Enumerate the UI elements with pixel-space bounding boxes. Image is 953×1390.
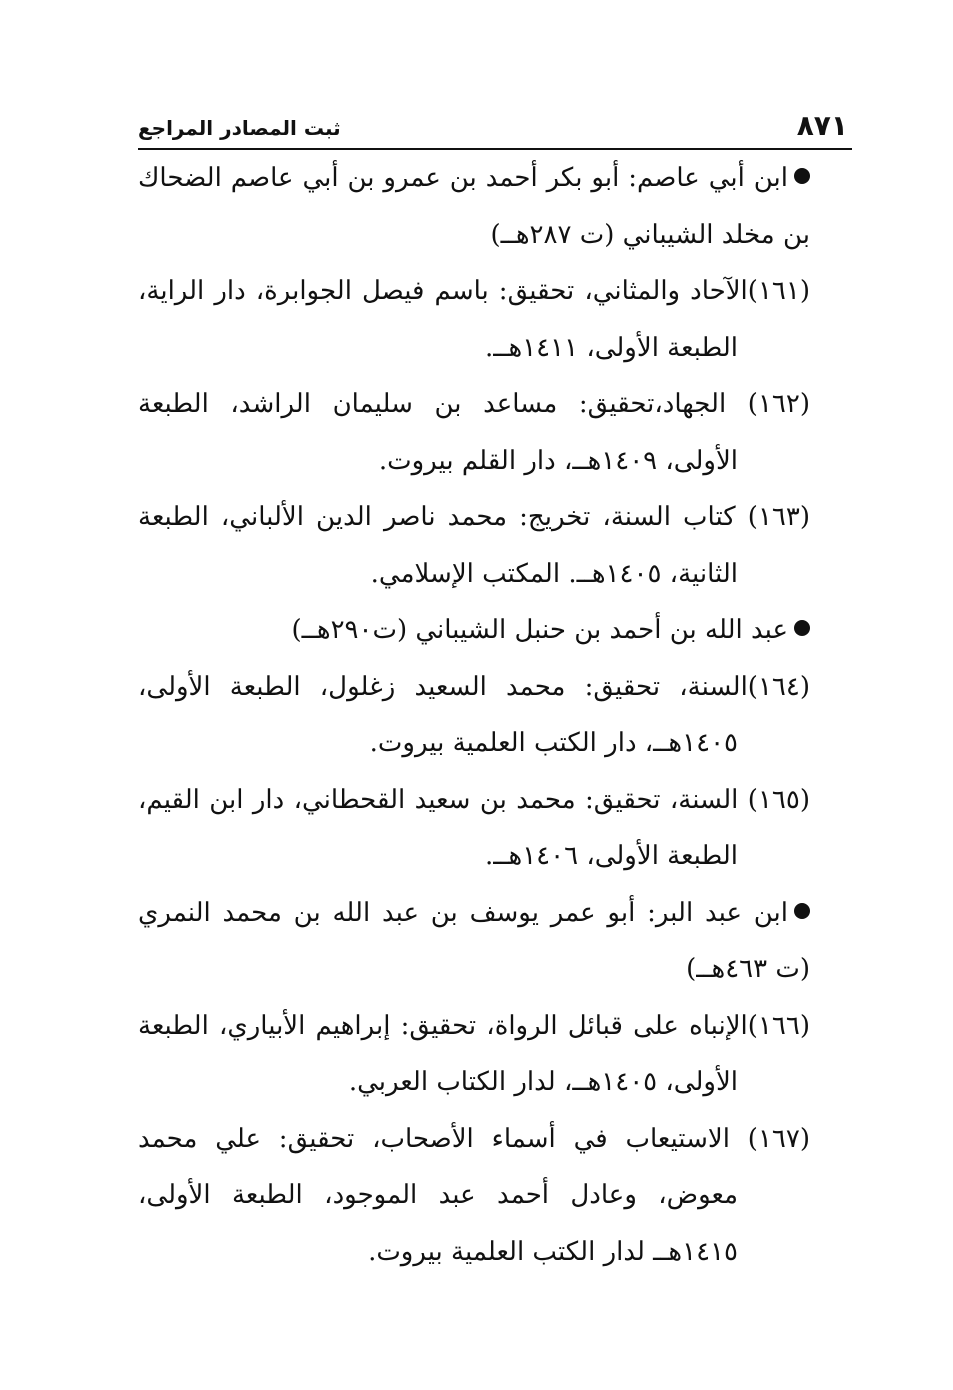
author-entry (138, 885, 810, 998)
bullet-icon (794, 903, 810, 919)
bullet-icon (794, 620, 810, 636)
author-entry (138, 602, 810, 659)
author-text: عبد الله بن أحمد بن حنبل الشيباني (ت٢٩٠هــ) (291, 615, 788, 645)
running-title: ثبت المصادر المراجع (138, 116, 341, 140)
author-text: ابن أبي عاصم: أبو بكر أحمد بن عمرو بن أبي عاصم الضحاك بن مخلد الشيباني (ت ٢٨٧هــ) (138, 163, 810, 250)
reference-entry: (١٦٤)السنة، تحقيق: محمد السعيد زغلول، الطبعة الأولى، ١٤٠٥هــ، دار الكتب العلمية بيروت. (138, 671, 810, 758)
author-entry (138, 150, 810, 263)
reference-entry: (١٦٢) الجهاد،تحقيق: مساعد بن سليمان الراشد، الطبعة الأولى، ١٤٠٩هــ، دار القلم بيروت. (138, 389, 810, 476)
reference-entry: (١٦٥) السنة، تحقيق: محمد بن سعيد القحطاني، دار ابن القيم، الطبعة الأولى، ١٤٠٦هــ. (138, 784, 810, 871)
reference-entry: (١٦٦)الإنباه على قبائل الرواة، تحقيق: إبراهيم الأبياري، الطبعة الأولى، ١٤٠٥هــ، لدار الكتاب العربي. (138, 1010, 810, 1097)
reference-entry: (١٦٣) كتاب السنة، تخريج: محمد ناصر الدين الألباني، الطبعة الثانية، ١٤٠٥هــ. المكتب الإسلامي. (138, 502, 810, 589)
page-number: ٨٧١ (796, 109, 848, 142)
page-header (138, 108, 852, 150)
reference-entry: (١٦٧) الاستيعاب في أسماء الأصحاب، تحقيق: علي محمد معوض، وعادل أحمد عبد الموجود، الطبعة الأولى، ١٤١٥هــ لدار الكتب العلمية بيروت. (138, 1123, 810, 1267)
bibliography-list (138, 150, 810, 1280)
bullet-icon (794, 168, 810, 184)
reference-entry: (١٦١)الآحاد والمثاني، تحقيق: باسم فيصل الجوابرة، دار الراية، الطبعة الأولى، ١٤١١هــ. (138, 276, 810, 363)
author-text: ابن عبد البر: أبو عمر يوسف بن عبد الله بن محمد النمري (ت ٤٦٣هــ) (138, 897, 810, 984)
